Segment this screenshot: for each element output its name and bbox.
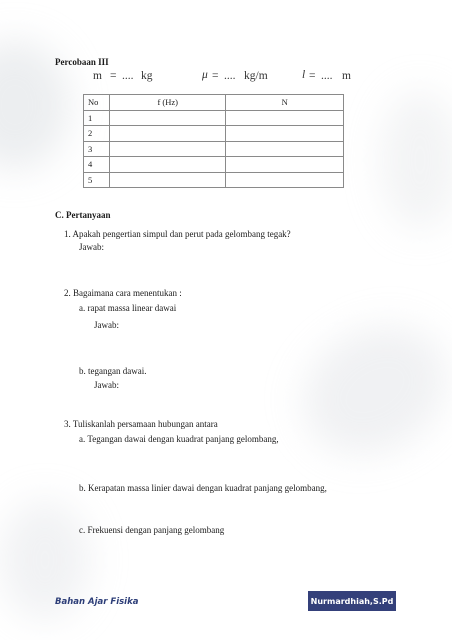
mass-symbol: m	[93, 70, 102, 82]
table-header-no: No	[84, 95, 110, 111]
table-cell-no: 5	[84, 172, 110, 188]
answer-label: Jawab:	[94, 380, 119, 390]
table-cell-n[interactable]	[226, 172, 344, 188]
table-cell-frequency[interactable]	[109, 157, 226, 173]
mass-equals: =	[110, 70, 117, 82]
mu-symbol: μ	[202, 69, 208, 81]
length-symbol: l	[302, 69, 306, 81]
table-row	[84, 141, 344, 157]
table-cell-no: 2	[84, 126, 110, 142]
table-cell-no: 1	[84, 110, 110, 126]
table-row	[84, 126, 344, 142]
table-cell-frequency[interactable]	[109, 172, 226, 188]
table-cell-no: 3	[84, 141, 110, 157]
mu-equals: =	[212, 70, 219, 82]
table-cell-n[interactable]	[226, 126, 344, 142]
experiment-table	[83, 94, 344, 188]
table-cell-n[interactable]	[226, 157, 344, 173]
question-2b: b. tegangan dawai.	[79, 366, 147, 376]
section-title: Percobaan III	[55, 57, 109, 67]
mass-unit: kg	[141, 70, 153, 82]
footer-author-badge: Nurmardhiah,S.Pd	[308, 591, 396, 611]
mu-unit: kg/m	[244, 70, 268, 82]
table-header-frequency: f (Hz)	[109, 95, 226, 111]
scan-shade	[380, 90, 452, 230]
question-1: 1. Apakah pengertian simpul dan perut pada gelombang tegak?	[64, 229, 291, 239]
table-header-row	[84, 95, 344, 111]
answer-label: Jawab:	[94, 320, 119, 330]
question-3b: b. Kerapatan massa linier dawai dengan kuadrat panjang gelombang,	[79, 483, 327, 493]
question-3: 3. Tuliskanlah persamaan hubungan antara	[64, 419, 218, 429]
table-cell-n[interactable]	[226, 141, 344, 157]
mu-value: ....	[224, 70, 236, 82]
table-cell-no: 4	[84, 157, 110, 173]
question-2: 2. Bagaimana cara menentukan :	[64, 288, 182, 298]
question-3c: c. Frekuensi dengan panjang gelombang	[79, 525, 225, 535]
table-row	[84, 110, 344, 126]
table-cell-frequency[interactable]	[109, 126, 226, 142]
question-3a: a. Tegangan dawai dengan kuadrat panjang gelombang,	[79, 434, 279, 444]
table-row	[84, 157, 344, 173]
question-2a: a. rapat massa linear dawai	[79, 303, 177, 313]
mass-value: ....	[122, 70, 134, 82]
questions-heading: C. Pertanyaan	[55, 210, 111, 220]
table-row	[84, 172, 344, 188]
table-cell-frequency[interactable]	[109, 141, 226, 157]
table-cell-frequency[interactable]	[109, 110, 226, 126]
length-unit: m	[342, 70, 351, 82]
table-header-n: N	[226, 95, 344, 111]
table-cell-n[interactable]	[226, 110, 344, 126]
length-value: ....	[321, 70, 333, 82]
scan-shade	[280, 301, 452, 480]
answer-label: Jawab:	[79, 242, 104, 252]
footer-book-title: Bahan Ajar Fisika	[55, 597, 139, 607]
length-equals: =	[309, 70, 316, 82]
